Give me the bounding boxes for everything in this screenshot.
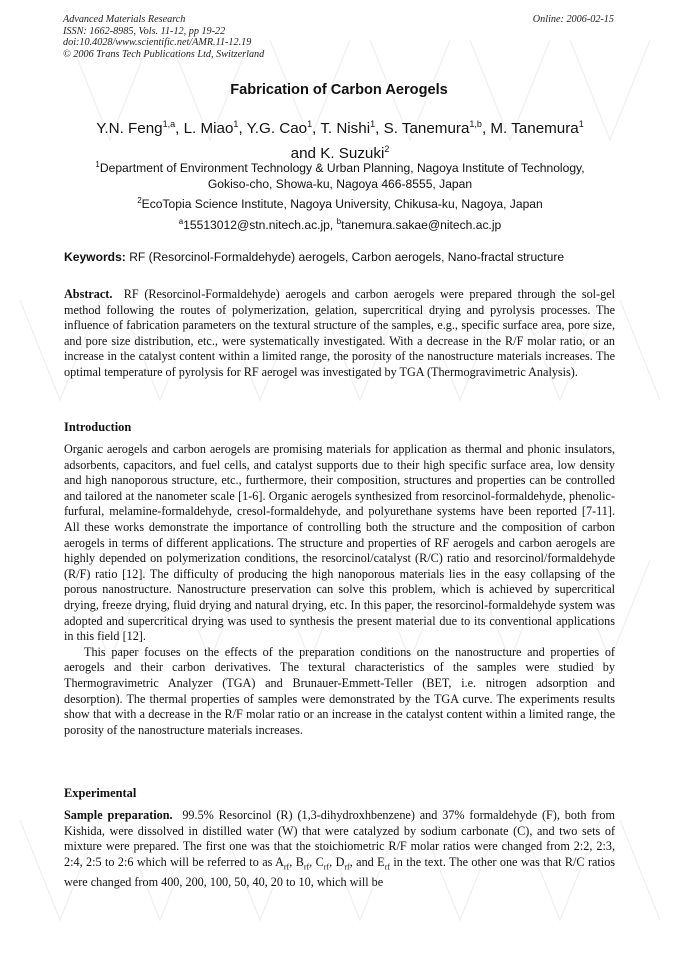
author: T. Nishi — [320, 120, 371, 138]
online-date: Online: 2006-02-15 — [532, 14, 614, 25]
copyright: © 2006 Trans Tech Publications Ltd, Switzerland — [63, 48, 265, 60]
abstract — [64, 287, 615, 381]
author: Y.G. Cao — [246, 120, 308, 138]
emails: $^a$15513012@stn.nitech.ac.jp, $^b$tanemura.sakae@nitech.ac.jp — [178, 217, 502, 233]
journal-name: Advanced Materials Research — [63, 14, 186, 25]
paragraph: Organic aerogels and carbon aerogels are promising materials for application as thermal and phonic insulators, adsorbents, capacitors, and fuel cells, and catalyst supports due to their high specific surface area, low density and high nanoporous structure, etc., furthermore, their composition, structures and properties can be controlled and tailored at the nanometer scale [1-6]. Organic aerogels synthesized from resorcinol-formaldehyde, phenolic-furfural, melamine-formaldehyde, cresol-formaldehyde, and polyurethane systems have been reported [7-11]. All these works demonstrate the importance of controlling both the structure and the composition of carbon aerogels in terms of different applications. The structure and properties of RF aerogels and carbon aerogels are highly depended on polymerization conditions, the resorcinol/catalyst (R/C) ratio and resorcinol/formaldehyde (R/F) ratio [12]. The difficulty of producing the high nanoporous materials lies in the easy collapsing of the porous nanostructure. Nanostructure preservation can solve this problem, which is achieved by supercritical drying, freeze drying, fluid drying and natural drying, etc. In this paper, the resorcinol-formaldehyde system was adopted and supercritical drying was used to synthesis the present material due to its conventional applications in this field [12]. — [64, 442, 615, 644]
author: S. Tanemura — [383, 120, 470, 138]
author: K. Suzuki — [320, 145, 385, 163]
issn: ISSN: 1662-8985, Vols. 11-12, pp 19-22 — [63, 25, 226, 37]
keywords — [64, 250, 624, 264]
paper-title: Fabrication of Carbon Aerogels — [230, 82, 448, 98]
abstract-label: Abstract. — [64, 287, 113, 301]
journal-info — [63, 14, 264, 60]
affiliation-2: $^2$EcoTopia Science Institute, Nagoya University, Chikusa-ku, Nagoya, Japan — [137, 196, 543, 212]
author: Y.N. Feng — [96, 120, 163, 138]
abstract-text: RF (Resorcinol-Formaldehyde) aerogels and carbon aerogels were prepared through the sol-gel method following the routes of polymerization, gelation, supercritical drying and pyrolysis processes. The influence of fabrication parameters on the textural structure of the samples, e.g., specific surface area, pore size, and pore size distribution, etc., were systematically investigated. With a decrease in the R/F molar ratio, or an increase in the catalyst content within a limited range, the porosity of the nanostructure materials increases. The optimal temperature of pyrolysis for RF aerogel was investigated by TGA (Thermogravimetric Analysis). — [64, 287, 615, 379]
author: L. Miao — [183, 120, 234, 138]
keywords-text: RF (Resorcinol-Formaldehyde) aerogels, Carbon aerogels, Nano-fractal structure — [125, 250, 565, 264]
paragraph: This paper focuses on the effects of the preparation conditions on the nanostructure and properties of aerogels and their carbon derivatives. The textural characteristics of the samples were studied by Thermogravimetric Analyzer (TGA) and Brunauer-Emmett-Teller (BET, i.e. nitrogen adsorption and desorption). The thermal properties of samples were demonstrated by the TGA curve. The experiments results show that with a decrease in the R/F molar ratio or an increase in the catalyst content within a limited range, the porosity of the nanostructure materials increases. — [64, 644, 615, 737]
keywords-label: Keywords: — [64, 250, 126, 264]
section-heading-introduction: Introduction — [64, 420, 132, 434]
author-list: Y.N. Feng$^{1,a}$, L. Miao$^1$, Y.G. Cao$^1$, T. Nishi$^1$, S. Tanemura$^{1,b}$, M. Tanemura$^1$ and K. Suzuki$^2$ — [96, 119, 584, 163]
doi: doi:10.4028/www.scientific.net/AMR.11-12.19 — [63, 37, 252, 49]
introduction-body — [64, 442, 615, 738]
experimental-body: Sample preparation. 99.5% Resorcinol (R) (1,3-dihydroxhbenzene) and 37% formaldehyde (F), both from Kishida, were dissolved in distilled water (W) that were catalyzed by sodium carbonate (C), and two sets of mixture were prepared. The first one was that the stoichiometric R/F molar ratios were changed from 2:2, 2:3, 2:4, 2:5 to 2:6 which will be referred to as $A_{rf}$, $B_{rf}$, $C_{rf}$, $D_{rf}$, and $E_{rf}$ in the text. The other one was that R/C ratios were changed from 400, 200, 100, 50, 40, 20 to 10, which will be — [64, 808, 616, 889]
affiliation-1: $^1$Department of Environment Technology & Urban Planning, Nagoya Institute of Technology, Gokiso-cho, Showa-ku, Nagoya 466-8555, Japan — [95, 160, 585, 192]
section-heading-experimental: Experimental — [64, 786, 137, 800]
author: M. Tanemura — [490, 120, 579, 138]
subsection-heading: Sample preparation. — [64, 808, 173, 822]
